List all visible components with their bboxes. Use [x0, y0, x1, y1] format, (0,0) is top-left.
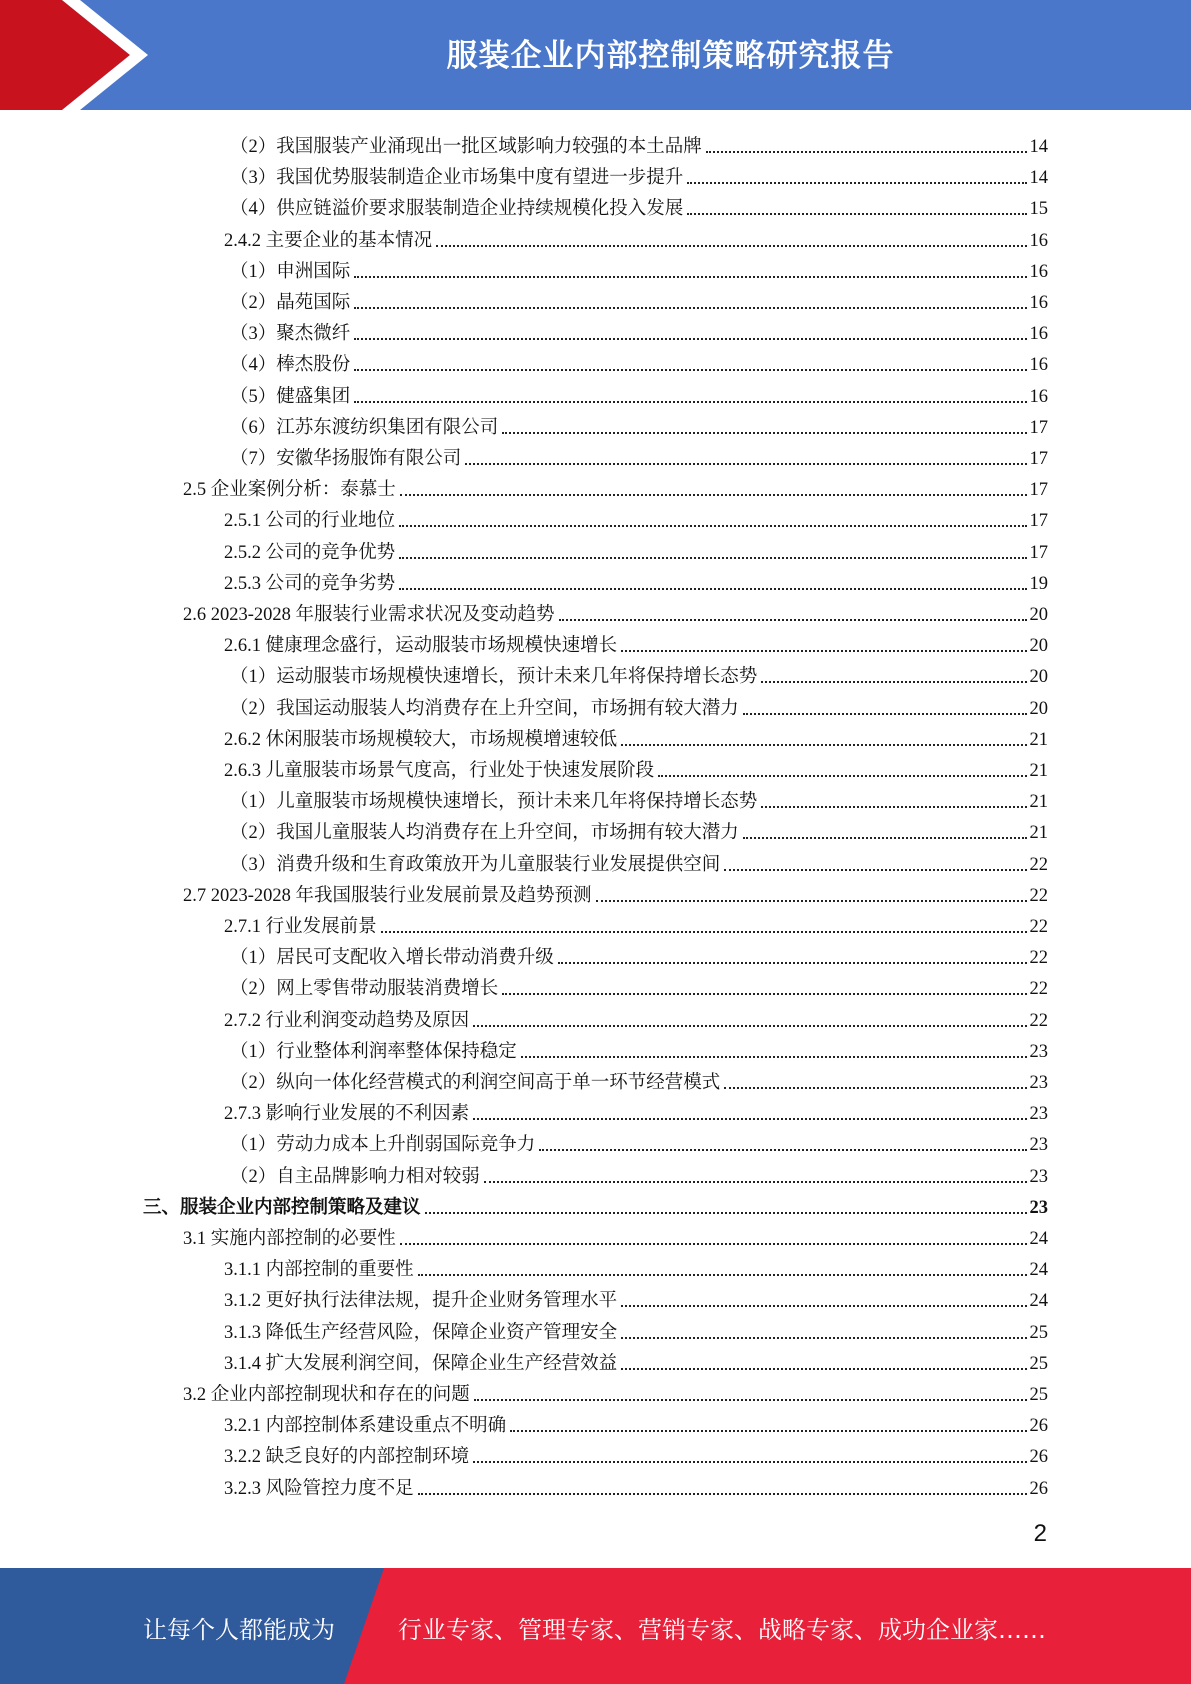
toc-entry[interactable]: [224, 534, 1048, 564]
toc-entry-title: 2.7.3 影响行业发展的不利因素: [224, 1104, 470, 1125]
toc-dot-leader: [687, 213, 1026, 215]
page-header: [0, 0, 1191, 110]
toc-entry-title: （1）儿童服装市场规模快速增长，预计未来几年将保持增长态势: [230, 792, 758, 813]
toc-entry[interactable]: [183, 596, 1048, 626]
toc-entry[interactable]: [230, 190, 1048, 220]
toc-entry-title: （5）健盛集团: [230, 386, 351, 407]
toc-entry[interactable]: [224, 1345, 1048, 1375]
toc-entry-title: 2.6 2023-2028 年服装行业需求状况及变动趋势: [183, 605, 555, 625]
toc-dot-leader: [687, 182, 1026, 184]
toc-entry-title: 2.6.2 休闲服装市场规模较大，市场规模增速较低: [224, 729, 618, 750]
toc-entry-title: （4）棒杰股份: [230, 355, 351, 376]
toc-dot-leader: [381, 931, 1027, 933]
toc-entry[interactable]: [230, 690, 1048, 720]
toc-entry-title: （2）晶苑国际: [230, 293, 351, 313]
toc-entry[interactable]: [230, 1126, 1048, 1156]
toc-dot-leader: [399, 525, 1026, 527]
toc-entry[interactable]: [230, 440, 1048, 470]
toc-entry-page: 21: [1029, 761, 1048, 781]
toc-entry[interactable]: [224, 1314, 1048, 1344]
toc-entry-page: 14: [1029, 168, 1048, 189]
toc-entry[interactable]: [224, 1282, 1048, 1312]
toc-dot-leader: [474, 1399, 1027, 1401]
toc-entry-page: 25: [1029, 1353, 1048, 1374]
toc-entry[interactable]: [230, 846, 1048, 876]
toc-entry-page: 22: [1029, 854, 1048, 875]
toc-dot-leader: [425, 1212, 1027, 1214]
toc-entry[interactable]: [224, 502, 1048, 532]
toc-dot-leader: [761, 681, 1026, 683]
toc-entry-page: 20: [1029, 667, 1048, 688]
toc-entry-title: 2.5.1 公司的行业地位: [224, 511, 396, 532]
toc-entry-page: 17: [1029, 480, 1048, 501]
toc-entry-page: 26: [1029, 1478, 1048, 1499]
toc-entry-page: 25: [1029, 1322, 1048, 1343]
toc-entry-title: 3.1.4 扩大发展利润空间，保障企业生产经营效益: [224, 1353, 618, 1374]
toc-entry[interactable]: [230, 970, 1048, 1000]
toc-entry-page: 21: [1029, 823, 1048, 844]
toc-entry-title: 2.4.2 主要企业的基本情况: [224, 230, 433, 251]
toc-entry-title: （2）网上零售带动服装消费增长: [230, 979, 499, 1000]
toc-entry-page: 24: [1029, 1260, 1048, 1281]
toc-entry[interactable]: [230, 284, 1048, 314]
toc-entry-title: 3.1.1 内部控制的重要性: [224, 1260, 414, 1281]
toc-dot-leader: [621, 650, 1026, 652]
toc-entry[interactable]: [230, 409, 1048, 439]
toc-entry-title: （7）安徽华扬服饰有限公司: [230, 449, 462, 469]
toc-entry-page: 25: [1029, 1385, 1048, 1405]
toc-entry-page: 23: [1029, 1166, 1048, 1187]
toc-entry[interactable]: [224, 1438, 1048, 1468]
toc-entry-title: 2.5 企业案例分析：泰慕士: [183, 480, 396, 501]
toc-entry-title: 三、服装企业内部控制策略及建议: [143, 1197, 421, 1218]
toc-entry-page: 16: [1029, 293, 1048, 313]
toc-entry-page: 20: [1029, 698, 1048, 719]
toc-entry[interactable]: [230, 1158, 1048, 1188]
toc-entry[interactable]: [183, 1220, 1048, 1250]
toc-entry[interactable]: [224, 1095, 1048, 1125]
toc-dot-leader: [510, 1430, 1026, 1432]
toc-entry-page: 23: [1029, 1073, 1048, 1093]
toc-entry-page: 22: [1029, 1010, 1048, 1031]
toc-entry[interactable]: [230, 346, 1048, 376]
toc-entry-page: 16: [1029, 324, 1048, 345]
toc-dot-leader: [502, 432, 1026, 434]
toc-dot-leader: [743, 713, 1027, 715]
toc-dot-leader: [539, 1149, 1026, 1151]
toc-dot-leader: [465, 463, 1026, 465]
toc-entry[interactable]: [224, 1251, 1048, 1281]
toc-entry-title: 2.7.2 行业利润变动趋势及原因: [224, 1010, 470, 1031]
toc-dot-leader: [621, 1337, 1026, 1339]
toc-dot-leader: [621, 1368, 1026, 1370]
toc-entry-title: 3.2 企业内部控制现状和存在的问题: [183, 1385, 470, 1405]
toc-entry[interactable]: [230, 939, 1048, 969]
toc-entry-title: （3）消费升级和生育政策放开为儿童服装行业发展提供空间: [230, 854, 721, 875]
toc-entry[interactable]: [183, 471, 1048, 501]
footer-slogan-right: 行业专家、管理专家、营销专家、战略专家、成功企业家……: [398, 1616, 1046, 1644]
toc-entry-page: 17: [1029, 511, 1048, 532]
toc-entry-title: （3）聚杰微纤: [230, 324, 351, 345]
toc-dot-leader: [621, 744, 1026, 746]
toc-entry-page: 16: [1029, 230, 1048, 251]
toc-dot-leader: [400, 494, 1027, 496]
toc-entry-page: 23: [1029, 1104, 1048, 1125]
toc-entry-page: 26: [1029, 1416, 1048, 1437]
toc-entry-page: 16: [1029, 261, 1048, 282]
toc-entry-page: 17: [1029, 449, 1048, 469]
toc-entry-title: 2.5.3 公司的竞争劣势: [224, 573, 396, 594]
toc-entry[interactable]: [224, 565, 1048, 595]
toc-entry[interactable]: [230, 159, 1048, 189]
toc-entry-page: 24: [1029, 1229, 1048, 1249]
toc-dot-leader: [436, 245, 1026, 247]
toc-entry-title: （3）我国优势服装制造企业市场集中度有望进一步提升: [230, 168, 684, 189]
toc-entry-title: 3.1.3 降低生产经营风险，保障企业资产管理安全: [224, 1322, 618, 1343]
toc-entry-page: 22: [1029, 948, 1048, 969]
toc-dot-leader: [521, 1056, 1027, 1058]
toc-entry-title: 3.1 实施内部控制的必要性: [183, 1229, 396, 1249]
toc-entry-page: 19: [1029, 573, 1048, 594]
toc-entry-title: （6）江苏东渡纺织集团有限公司: [230, 417, 499, 438]
toc-entry-title: 2.5.2 公司的竞争优势: [224, 542, 396, 563]
toc-entry[interactable]: [183, 1376, 1048, 1406]
toc-dot-leader: [354, 369, 1026, 371]
toc-entry[interactable]: [230, 253, 1048, 283]
toc-entry-title: （2）自主品牌影响力相对较弱: [230, 1166, 480, 1187]
toc-entry[interactable]: [224, 1002, 1048, 1032]
toc-entry-title: （2）纵向一体化经营模式的利润空间高于单一环节经营模式: [230, 1073, 721, 1093]
toc-entry[interactable]: [224, 908, 1048, 938]
toc-entry[interactable]: [183, 877, 1048, 907]
toc-entry-title: （2）我国儿童服装人均消费存在上升空间，市场拥有较大潜力: [230, 823, 739, 844]
toc-dot-leader: [706, 151, 1027, 153]
page-footer: [0, 1568, 1191, 1684]
toc-entry-page: 15: [1029, 199, 1048, 220]
toc-entry[interactable]: [230, 1033, 1048, 1063]
toc-entry[interactable]: [224, 721, 1048, 751]
toc-entry-page: 21: [1029, 729, 1048, 750]
toc-dot-leader: [558, 962, 1027, 964]
toc-entry-page: 22: [1029, 979, 1048, 1000]
toc-entry[interactable]: [224, 627, 1048, 657]
toc-entry[interactable]: [224, 1407, 1048, 1437]
toc-entry-title: （2）我国运动服装人均消费存在上升空间，市场拥有较大潜力: [230, 698, 739, 719]
toc-entry-title: 2.7.1 行业发展前景: [224, 917, 377, 937]
toc-entry-title: 3.2.2 缺乏良好的内部控制环境: [224, 1447, 470, 1468]
toc-entry-page: 21: [1029, 792, 1048, 813]
toc-dot-leader: [418, 1493, 1027, 1495]
toc-dot-leader: [724, 1087, 1026, 1089]
toc-dot-leader: [418, 1274, 1027, 1276]
toc-entry-page: 20: [1029, 605, 1048, 625]
toc-dot-leader: [761, 806, 1026, 808]
toc-entry[interactable]: [230, 658, 1048, 688]
toc-entry[interactable]: [143, 1189, 1048, 1219]
toc-dot-leader: [354, 338, 1026, 340]
toc-entry-page: 22: [1029, 917, 1048, 937]
toc-dot-leader: [399, 557, 1026, 559]
toc-entry-page: 23: [1029, 1197, 1048, 1218]
toc-entry-title: 3.2.3 风险管控力度不足: [224, 1478, 414, 1499]
toc-entry-title: （1）行业整体利润率整体保持稳定: [230, 1041, 517, 1062]
toc-entry-page: 20: [1029, 636, 1048, 657]
toc-dot-leader: [559, 619, 1027, 621]
toc-entry[interactable]: [224, 752, 1048, 782]
toc-entry[interactable]: [224, 1470, 1048, 1500]
toc-dot-leader: [354, 276, 1026, 278]
toc-entry-title: （1）居民可支配收入增长带动消费升级: [230, 948, 554, 969]
toc-dot-leader: [399, 588, 1026, 590]
toc-entry-page: 16: [1029, 355, 1048, 376]
toc-entry-title: 2.6.3 儿童服装市场景气度高，行业处于快速发展阶段: [224, 761, 655, 781]
toc-entry[interactable]: [230, 378, 1048, 408]
toc-entry-title: （1）申洲国际: [230, 261, 351, 282]
toc-entry-title: 2.6.1 健康理念盛行，运动服装市场规模快速增长: [224, 636, 618, 657]
toc-dot-leader: [502, 993, 1026, 995]
page-number: 2: [1033, 1520, 1047, 1547]
toc-entry-title: （2）我国服装产业涌现出一批区域影响力较强的本土品牌: [230, 137, 702, 157]
toc-entry[interactable]: [230, 783, 1048, 813]
toc-entry[interactable]: [230, 315, 1048, 345]
toc-entry-page: 17: [1029, 417, 1048, 438]
toc-dot-leader: [354, 307, 1026, 309]
toc-dot-leader: [400, 1243, 1027, 1245]
toc-dot-leader: [473, 1025, 1026, 1027]
toc-entry-page: 23: [1029, 1135, 1048, 1156]
footer-slogan-left: 让每个人都能成为: [143, 1616, 335, 1644]
toc-entry[interactable]: [224, 222, 1048, 252]
toc-entry-page: 14: [1029, 137, 1048, 157]
toc-entry-title: （1）劳动力成本上升削弱国际竞争力: [230, 1135, 536, 1156]
toc-entry-page: 26: [1029, 1447, 1048, 1468]
report-title: 服装企业内部控制策略研究报告: [446, 38, 895, 74]
toc-dot-leader: [473, 1118, 1026, 1120]
toc-dot-leader: [621, 1305, 1026, 1307]
toc-entry[interactable]: [230, 1064, 1048, 1094]
toc-entry-page: 22: [1029, 885, 1048, 906]
toc-dot-leader: [658, 775, 1026, 777]
toc-entry[interactable]: [230, 814, 1048, 844]
toc-dot-leader: [724, 869, 1026, 871]
toc-dot-leader: [743, 837, 1027, 839]
toc-entry-title: 3.2.1 内部控制体系建设重点不明确: [224, 1416, 507, 1437]
toc-entry-page: 17: [1029, 542, 1048, 563]
toc-entry-title: （4）供应链溢价要求服装制造企业持续规模化投入发展: [230, 199, 684, 220]
toc-entry-page: 23: [1029, 1041, 1048, 1062]
toc-entry-title: （1）运动服装市场规模快速增长，预计未来几年将保持增长态势: [230, 667, 758, 688]
toc-entry[interactable]: [230, 128, 1048, 158]
toc-dot-leader: [596, 900, 1027, 902]
toc-entry-title: 3.1.2 更好执行法律法规，提升企业财务管理水平: [224, 1291, 618, 1312]
toc-dot-leader: [354, 401, 1026, 403]
toc-entry-page: 24: [1029, 1291, 1048, 1312]
toc-entry-title: 2.7 2023-2028 年我国服装行业发展前景及趋势预测: [183, 885, 592, 906]
toc-dot-leader: [473, 1461, 1026, 1463]
toc-dot-leader: [484, 1181, 1027, 1183]
toc-entry-page: 16: [1029, 386, 1048, 407]
